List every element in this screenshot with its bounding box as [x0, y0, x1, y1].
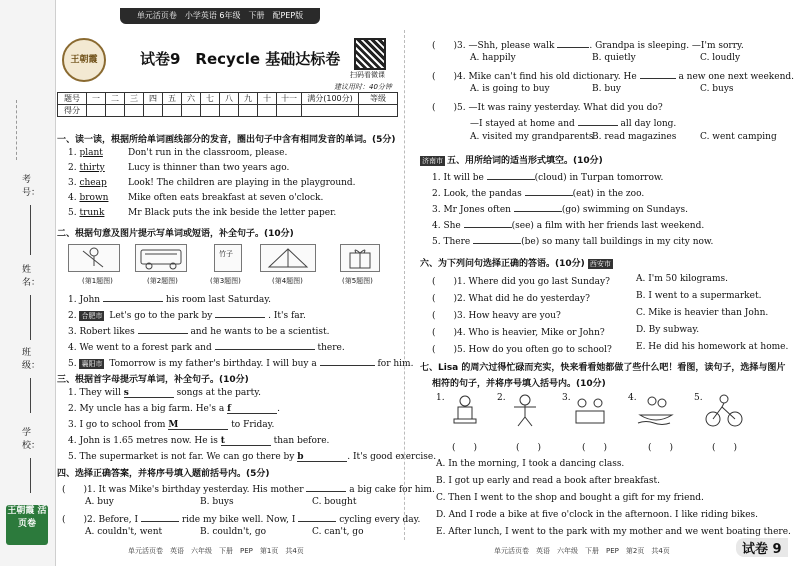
answer-blank[interactable]	[514, 202, 562, 212]
score-table-row	[58, 105, 398, 117]
s6-question[interactable]: ( )3. How heavy are you?	[432, 311, 561, 321]
s6-question[interactable]: ( )1. Where did you go last Sunday?	[432, 277, 610, 287]
s7-sentence: D. And I rode a bike at five o'clock in the afternoon. I like riding bikes.	[436, 510, 759, 520]
s2-item	[68, 308, 306, 321]
picture-bus	[135, 244, 187, 272]
s7-sentence: C. Then I went to the shop and bought a gift for my friend.	[436, 493, 704, 503]
question-text: ( )5. —It was rainy yesterday. What did you do?	[432, 103, 663, 113]
gift-icon	[341, 245, 379, 271]
text: there.	[317, 343, 345, 353]
option[interactable]: B. quietly	[592, 53, 636, 63]
bike-icon	[704, 393, 744, 429]
text: Mr Jones often	[443, 205, 511, 215]
answer-blank[interactable]	[487, 170, 535, 180]
item-number: 5.	[68, 452, 77, 462]
shop-icon	[572, 393, 608, 429]
answer-blank[interactable]	[320, 356, 375, 366]
score-input[interactable]	[144, 105, 163, 117]
item-number: 1.	[432, 173, 441, 183]
picture-man-cleaning	[68, 244, 120, 272]
answer-blank[interactable]	[141, 512, 179, 522]
item-number: 3.	[432, 205, 441, 215]
brand-logo: 王朝霞 活页卷	[6, 505, 48, 545]
score-input[interactable]	[87, 105, 106, 117]
item-number: 5.	[68, 208, 77, 218]
score-input[interactable]	[125, 105, 144, 117]
answer-blank[interactable]	[215, 340, 315, 350]
question-text: a big cake for him.	[349, 485, 435, 495]
question-text: ( )2. Before, I	[62, 515, 139, 525]
caption: (第2题图)	[147, 277, 178, 285]
item-number: 2.	[68, 404, 77, 414]
item-number: 2.	[432, 189, 441, 199]
s1-item	[68, 193, 324, 203]
text: John	[79, 295, 101, 305]
answer-blank[interactable]	[640, 69, 676, 79]
text: Let's go to the park by	[109, 311, 213, 321]
s4-question-line2	[470, 116, 676, 129]
name-line	[30, 295, 31, 340]
sentence: Lucy is thinner than two years ago.	[128, 163, 290, 173]
text: songs at the party.	[176, 388, 261, 398]
table-cell: 十	[258, 93, 277, 105]
table-cell: 三	[125, 93, 144, 105]
pic-number: 1.	[436, 393, 445, 403]
s2-item	[68, 292, 271, 305]
question-text: cycling every day.	[339, 515, 421, 525]
option[interactable]: C. buys	[700, 84, 734, 94]
table-cell: 八	[220, 93, 239, 105]
question-text: all day long.	[620, 119, 677, 129]
option[interactable]: C. went camping	[700, 132, 777, 142]
pic-number: 4.	[628, 393, 637, 403]
answer-blank[interactable]	[578, 116, 618, 126]
option[interactable]: B. buys	[200, 497, 234, 507]
s3-item	[68, 420, 274, 430]
s5-item	[432, 170, 663, 183]
section-5-title	[420, 153, 603, 166]
s1-item	[68, 178, 356, 188]
option[interactable]: C. bought	[312, 497, 357, 507]
text: My uncle has a big farm. He's a	[79, 404, 228, 414]
text: There	[443, 237, 471, 247]
question-text: ( )4. Mike can't find his old dictionary. He	[432, 72, 637, 82]
paper-title: 试卷9 Recycle 基础达标卷	[140, 50, 341, 68]
question-text: a new one next weekend.	[678, 72, 794, 82]
keyword: thirty	[79, 163, 105, 173]
item-number: 1.	[68, 388, 77, 398]
item-number: 5.	[68, 359, 77, 369]
book-label: 竹子	[219, 250, 233, 258]
answer-blank[interactable]	[103, 292, 163, 302]
option[interactable]: B. couldn't, go	[200, 527, 267, 537]
answer-blank[interactable]	[525, 186, 573, 196]
text: It will be	[443, 173, 484, 183]
answer-blank[interactable]	[215, 308, 265, 318]
text: John is 1.65 metres now. He is	[79, 436, 221, 446]
cut-line	[8, 100, 17, 160]
text: I go to school from	[79, 420, 169, 430]
score-input[interactable]	[258, 105, 277, 117]
caption: (第4题图)	[272, 277, 303, 285]
text: .	[277, 404, 280, 414]
item-number: 2.	[68, 163, 77, 173]
text: Robert likes	[79, 327, 135, 337]
name-label: 姓名：	[22, 265, 41, 288]
score-input[interactable]	[277, 105, 302, 117]
table-cell: 九	[239, 93, 258, 105]
table-cell: 四	[144, 93, 163, 105]
section-7-title: 七、Lisa 的周六过得忙碌而充实，快来看看她都做了些什么吧！看图，读句子，选择与图片	[420, 363, 786, 373]
picture-girl-dancing	[508, 393, 542, 429]
pic-number: 2.	[497, 393, 506, 403]
section-title-text: 五、用所给词的适当形式填空。(10分)	[447, 156, 603, 166]
table-cell: 题号	[58, 93, 87, 105]
city-tag: 西安市	[589, 260, 611, 268]
option[interactable]: B. read magazines	[592, 132, 677, 142]
section-6-title	[420, 256, 615, 269]
question-text: . Grandpa is sleeping. —I'm sorry.	[589, 41, 744, 51]
keyword: brown	[79, 193, 109, 203]
score-input[interactable]	[106, 105, 125, 117]
option[interactable]: A. happily	[470, 53, 516, 63]
time-hint: 建议用时：40分钟	[334, 83, 392, 91]
text: We went to a forest park and	[79, 343, 212, 353]
caption: (第3题图)	[210, 277, 241, 285]
item-number: 5.	[432, 237, 441, 247]
answer-bracket[interactable]: ( )	[452, 443, 478, 453]
binding-margin	[0, 0, 56, 566]
score-input[interactable]	[201, 105, 220, 117]
s4-question	[62, 512, 420, 525]
pic-number: 5.	[694, 393, 703, 403]
item-number: 3.	[68, 420, 77, 430]
letter-hint-blank[interactable]: t	[221, 436, 271, 446]
s4-question	[432, 38, 744, 51]
letter-hint-blank[interactable]: b	[297, 452, 347, 462]
answer-blank[interactable]	[473, 234, 521, 244]
keyword: cheap	[79, 178, 107, 188]
score-input[interactable]	[359, 105, 398, 117]
s6-answer: E. He did his homework at home.	[636, 342, 789, 352]
letter-hint-blank[interactable]: f	[227, 404, 277, 414]
s3-item	[68, 436, 329, 446]
s6-question[interactable]: ( )5. How do you often go to school?	[432, 345, 612, 355]
s4-question	[62, 482, 435, 495]
picture-book	[214, 244, 242, 272]
s6-answer: A. I'm 50 kilograms.	[636, 274, 729, 284]
s3-item	[68, 452, 436, 462]
text: They will	[79, 388, 124, 398]
s4-question	[432, 69, 794, 82]
school-label: 学校：	[22, 428, 41, 451]
boat-icon	[636, 393, 676, 429]
exam-number-label: 考号：	[22, 175, 41, 198]
table-cell: 七	[201, 93, 220, 105]
s3-item	[68, 404, 280, 414]
broom-icon	[69, 245, 119, 271]
s7-sentence: E. After lunch, I went to the park with my mother and we went boating there.	[436, 527, 791, 537]
pic-number: 3.	[562, 393, 571, 403]
score-table-header-row	[58, 93, 398, 105]
s6-answer: B. I went to a supermarket.	[636, 291, 762, 301]
sentence: Mike often eats breakfast at seven o'clock.	[128, 193, 324, 203]
text: She	[443, 221, 461, 231]
s6-answer: C. Mike is heavier than John.	[636, 308, 769, 318]
s2-item	[68, 356, 413, 369]
caption: (第5题图)	[342, 277, 373, 285]
s1-item	[68, 208, 337, 218]
section-1-title: 一、读一读，根据所给单词画线部分的发音，圈出句子中含有相同发音的单词。(5分)	[57, 135, 396, 145]
s6-question[interactable]: ( )2. What did he do yesterday?	[432, 294, 590, 304]
s7-sentence: A. In the morning, I took a dancing class.	[436, 459, 625, 469]
picture-gift	[340, 244, 380, 272]
text: (cloud) in Turpan tomorrow.	[534, 173, 664, 183]
table-cell: 满分(100分)	[302, 93, 359, 105]
class-label: 班级：	[22, 348, 41, 371]
option[interactable]: C. loudly	[700, 53, 741, 63]
answer-blank[interactable]	[298, 512, 336, 522]
sentence: Mr Black puts the ink beside the letter paper.	[128, 208, 337, 218]
option[interactable]: A. is going to buy	[470, 84, 550, 94]
text: for him.	[377, 359, 414, 369]
text: (see) a film with her friends last weekend.	[511, 221, 705, 231]
s3-item	[68, 388, 261, 398]
text: . It's good exercise.	[347, 452, 437, 462]
bus-icon	[136, 245, 186, 271]
section-3-title: 三、根据首字母提示写单词，补全句子。(10分)	[57, 375, 249, 385]
section-4-title: 四、选择正确答案，并将序号填入题前括号内。(5分)	[57, 469, 270, 479]
text: . It's far.	[268, 311, 306, 321]
sentence: Don't run in the classroom, please.	[128, 148, 288, 158]
text: (go) swimming on Sundays.	[561, 205, 688, 215]
section-7-title-line2: 相符的句子，并将序号填入括号内。(10分)	[432, 379, 606, 389]
score-table	[57, 92, 398, 117]
class-line	[30, 378, 31, 413]
section-2-title: 二、根据句意及图片提示写单词或短语，补全句子。(10分)	[57, 229, 294, 239]
option[interactable]: C. can't, go	[312, 527, 364, 537]
picture-girl-reading	[448, 393, 482, 429]
picture-riding-bike	[704, 393, 744, 429]
right-footer: 单元活页卷 英语 六年级 下册 PEP 第2页 共4页	[494, 547, 670, 555]
logo-seal: 王朝霞	[62, 38, 106, 82]
city-tag: 襄阳市	[81, 360, 103, 368]
paper-number-badge: 试卷 9	[736, 538, 788, 557]
option[interactable]: A. buy	[85, 497, 114, 507]
text: Tomorrow is my father's birthday. I will buy a	[109, 359, 317, 369]
item-number: 3.	[68, 327, 77, 337]
text: to Friday.	[231, 420, 275, 430]
table-cell: 五	[163, 93, 182, 105]
s5-item	[432, 234, 713, 247]
tent-icon	[261, 245, 315, 271]
letter-hint-blank[interactable]: s	[124, 388, 174, 398]
question-text: ( )1. It was Mike's birthday yesterday. His mother	[62, 485, 304, 495]
s4-question	[432, 100, 663, 113]
table-cell: 六	[182, 93, 201, 105]
score-input[interactable]	[239, 105, 258, 117]
picture-shop	[572, 393, 608, 429]
item-number: 3.	[68, 178, 77, 188]
score-input[interactable]	[163, 105, 182, 117]
letter-hint-blank[interactable]: M	[168, 420, 228, 430]
text: The supermarket is not far. We can go there by	[79, 452, 298, 462]
school-line	[30, 458, 31, 493]
city-tag: 济南市	[422, 157, 443, 165]
page-divider	[404, 30, 405, 540]
city-tag: 合肥市	[81, 312, 103, 320]
s6-question[interactable]: ( )4. Who is heavier, Mike or John?	[432, 328, 605, 338]
picture-boating	[636, 393, 676, 429]
s7-sentence: B. I got up early and read a book after breakfast.	[436, 476, 660, 486]
table-cell: 等级	[359, 93, 398, 105]
answer-bracket[interactable]: ( )	[712, 443, 738, 453]
score-input[interactable]	[302, 105, 359, 117]
table-cell: 二	[106, 93, 125, 105]
banner-left: 单元活页卷 小学英语 6年级 下册 配PEP版	[120, 8, 320, 24]
keyword: trunk	[79, 208, 105, 218]
qr-caption: 扫码看微课	[350, 71, 385, 79]
picture-tent	[260, 244, 316, 272]
text: his room last Saturday.	[165, 295, 271, 305]
dancing-girl-icon	[508, 393, 542, 429]
answer-blank[interactable]	[138, 324, 188, 334]
answer-bracket[interactable]: ( )	[648, 443, 674, 453]
option[interactable]: A. visited my grandparents	[470, 132, 594, 142]
s1-item	[68, 148, 288, 158]
text: and he wants to be a scientist.	[190, 327, 330, 337]
item-number: 4.	[68, 343, 77, 353]
reading-girl-icon	[448, 393, 482, 429]
score-input[interactable]	[182, 105, 201, 117]
text: Look, the pandas	[443, 189, 522, 199]
s2-item	[68, 340, 345, 353]
s1-item	[68, 163, 290, 173]
banner-right	[404, 8, 794, 24]
text: (eat) in the zoo.	[572, 189, 645, 199]
text: than before.	[273, 436, 330, 446]
item-number: 1.	[68, 148, 77, 158]
item-number: 2.	[68, 311, 77, 321]
question-text: ( )3. —Shh, please walk	[432, 41, 555, 51]
s5-item	[432, 218, 704, 231]
question-text: ride my bike well. Now, I	[181, 515, 296, 525]
answer-bracket[interactable]: ( )	[516, 443, 542, 453]
qr-code[interactable]	[354, 38, 386, 70]
table-cell: 一	[87, 93, 106, 105]
question-text: —I stayed at home and	[470, 119, 575, 129]
item-number: 4.	[68, 436, 77, 446]
table-cell: 十一	[277, 93, 302, 105]
score-input[interactable]	[220, 105, 239, 117]
s5-item	[432, 186, 644, 199]
exam-number-line	[30, 205, 31, 255]
option[interactable]: A. couldn't, went	[85, 527, 163, 537]
item-number: 1.	[68, 295, 77, 305]
caption: (第1题图)	[82, 277, 113, 285]
s5-item	[432, 202, 688, 215]
s2-item	[68, 324, 330, 337]
answer-blank[interactable]	[557, 38, 589, 48]
section-title-text: 六、为下列问句选择正确的答语。(10分)	[420, 259, 585, 269]
item-number: 4.	[68, 193, 77, 203]
answer-blank[interactable]	[464, 218, 512, 228]
answer-blank[interactable]	[306, 482, 346, 492]
option[interactable]: B. buy	[592, 84, 621, 94]
keyword: plant	[79, 148, 103, 158]
table-cell: 得分	[58, 105, 87, 117]
sentence: Look! The children are playing in the playground.	[128, 178, 356, 188]
text: (be) so many tall buildings in my city now.	[521, 237, 714, 247]
s6-answer: D. By subway.	[636, 325, 700, 335]
answer-bracket[interactable]: ( )	[582, 443, 608, 453]
item-number: 4.	[432, 221, 441, 231]
left-footer: 单元活页卷 英语 六年级 下册 PEP 第1页 共4页	[128, 547, 304, 555]
